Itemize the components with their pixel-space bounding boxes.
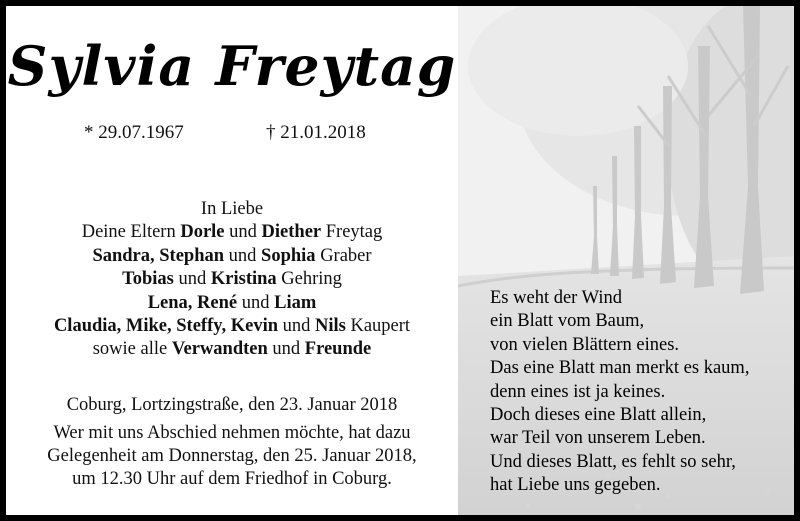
mourner-name: Sandra, Stephan (92, 245, 225, 266)
notice-text-panel (6, 6, 458, 515)
mourner-text: und (278, 316, 315, 337)
mourner-text: und (224, 245, 262, 266)
mourner-name: Liam (274, 292, 317, 313)
mourners-list (6, 198, 458, 362)
mourner-name: Diether (261, 222, 322, 243)
autumn-alley-photo (458, 6, 794, 515)
mourner-name: Lena, René (147, 292, 238, 313)
mourner-text: Graber (315, 245, 372, 266)
place-and-date: Coburg, Lortzingstraße, den 23. Januar 2018 (66, 395, 398, 415)
mourner-line (6, 292, 458, 315)
mourner-text: In Liebe (200, 199, 264, 219)
funeral-info (6, 422, 458, 492)
mourner-line (6, 315, 458, 338)
mourner-line (6, 338, 458, 361)
mourner-text: Freytag (321, 222, 383, 243)
mourner-text: Gehring (276, 269, 342, 290)
funeral-info-line: um 12.30 Uhr auf dem Friedhof in Coburg. (72, 469, 392, 490)
poem-line: war Teil von unserem Leben. (490, 428, 706, 449)
mourner-text: und (237, 292, 275, 313)
birth-date: * 29.07.1967 (84, 122, 184, 143)
mourner-text: Kaupert (345, 316, 411, 337)
poem-line: Doch dieses eine Blatt allein, (490, 405, 707, 426)
poem-line: Es weht der Wind (490, 288, 622, 308)
funeral-info-line: Wer mit uns Abschied nehmen möchte, hat dazu (53, 423, 411, 443)
mourner-name: Kristina (210, 269, 277, 290)
poem-line: ein Blatt vom Baum, (490, 311, 645, 332)
mourner-line (6, 221, 458, 244)
poem-line: Das eine Blatt man merkt es kaum, (490, 358, 750, 379)
mourner-name: Nils (315, 316, 346, 337)
poem-line: von vielen Blättern eines. (490, 334, 680, 355)
mourner-name: Verwandten (171, 339, 268, 360)
poem-line: denn eines ist ja keines. (490, 381, 666, 402)
mourner-name: Claudia, Mike, Steffy, Kevin (53, 316, 278, 337)
mourner-name: Tobias (122, 269, 174, 290)
poem-line: hat Liebe uns gegeben. (490, 475, 661, 496)
poem-line: Und dieses Blatt, es fehlt so sehr, (490, 451, 736, 472)
mourner-line (6, 245, 458, 268)
mourner-text: und (267, 339, 305, 360)
mourner-name: Sophia (261, 245, 316, 266)
death-date: † 21.01.2018 (266, 122, 366, 143)
memorial-poem (490, 287, 749, 498)
mourner-text: sowie alle (92, 339, 172, 360)
funeral-info-line: Gelegenheit am Donnerstag, den 25. Januar 2018, (47, 446, 417, 467)
mourner-text: und (224, 222, 262, 243)
mourner-text: und (173, 269, 211, 290)
mourner-name: Dorle (180, 222, 225, 243)
mourner-line (6, 268, 458, 291)
mourner-name: Freunde (304, 339, 372, 360)
mourner-text: Deine Eltern (81, 222, 181, 243)
deceased-name: Sylvia Freytag (7, 34, 457, 98)
mourner-line (6, 198, 458, 221)
